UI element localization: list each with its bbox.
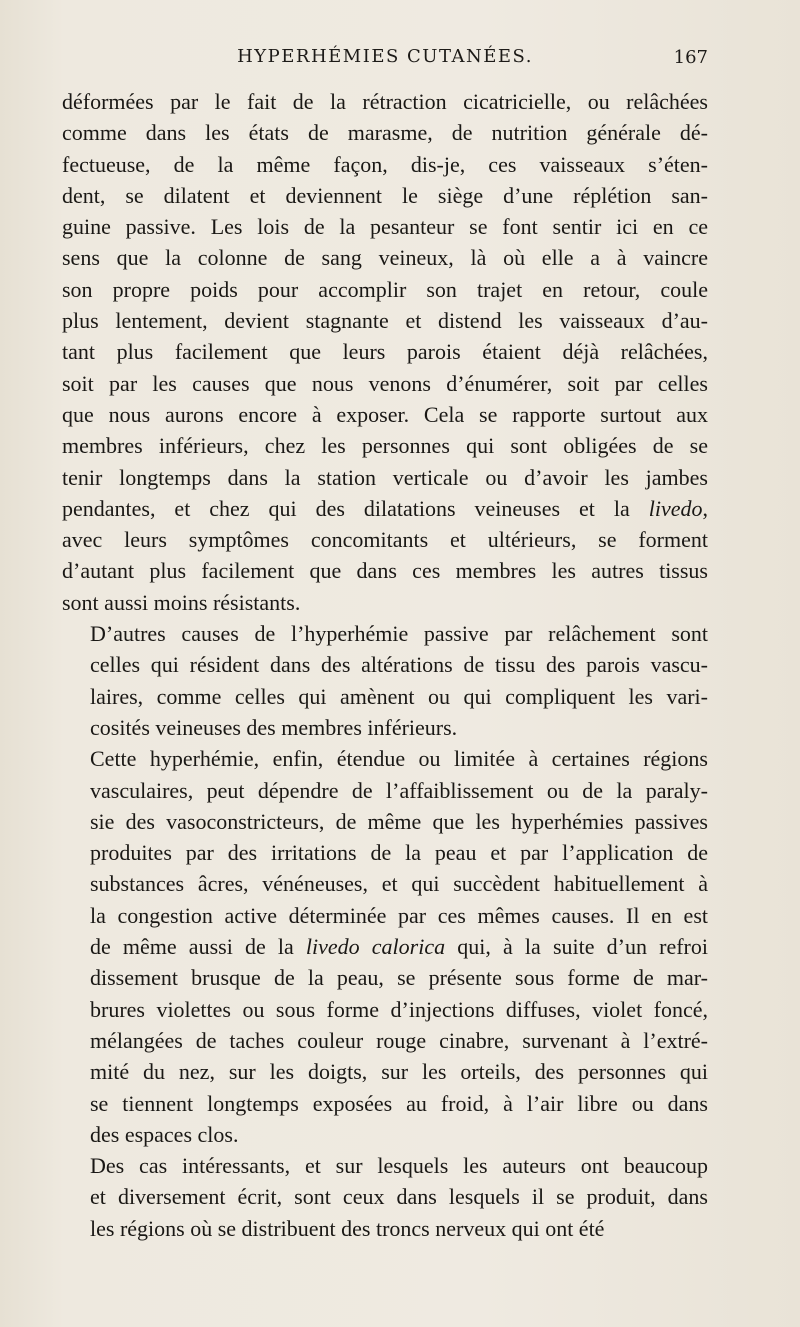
text-line xyxy=(62,1119,708,1150)
body-text xyxy=(62,86,708,1244)
text-line xyxy=(62,806,708,837)
text-segment: qui, à la suite d’un refroi xyxy=(445,934,708,960)
page-header xyxy=(62,46,708,76)
text-line xyxy=(62,900,708,931)
text-line xyxy=(62,994,708,1025)
paragraph xyxy=(62,86,708,618)
text-line xyxy=(62,399,708,430)
text-segment: Des cas intéressants, et sur lesquels les auteurs ont beaucoup xyxy=(90,1153,708,1179)
text-line xyxy=(62,242,708,273)
text-segment: celles qui résident dans des altérations de tissu des parois vascu- xyxy=(90,652,708,678)
text-line xyxy=(62,931,708,962)
text-segment: dissement brusque de la peau, se présente sous forme de mar- xyxy=(90,965,708,991)
text-line xyxy=(62,837,708,868)
text-segment: comme dans les états de marasme, de nutrition générale dé- xyxy=(62,120,708,146)
text-segment: mité du nez, sur les doigts, sur les orteils, des personnes qui xyxy=(90,1059,708,1085)
text-segment: substances âcres, vénéneuses, et qui succèdent habituellement à xyxy=(90,871,708,897)
text-line xyxy=(62,712,708,743)
text-segment: et diversement écrit, sont ceux dans lesquels il se produit, dans xyxy=(90,1184,708,1210)
italic-term: livedo calorica xyxy=(305,934,446,960)
text-segment: mélangées de taches couleur rouge cinabre, survenant à l’extré- xyxy=(90,1027,708,1053)
paragraph xyxy=(62,743,708,1150)
text-segment: plus lentement, devient stagnante et distend les vaisseaux d’au- xyxy=(62,308,708,334)
text-segment: des espaces clos. xyxy=(90,1121,239,1147)
text-segment: guine passive. Les lois de la pesanteur se font sentir ici en ce xyxy=(62,214,708,240)
text-segment: sens que la colonne de sang veineux, là où elle a à vaincre xyxy=(62,245,708,271)
text-line xyxy=(62,117,708,148)
running-head: HYPERHÉMIES CUTANÉES. xyxy=(237,46,533,67)
italic-term: livedo xyxy=(648,495,703,521)
text-line xyxy=(62,305,708,336)
text-line xyxy=(62,1181,708,1212)
text-line xyxy=(62,1056,708,1087)
text-segment: Cette hyperhémie, enfin, étendue ou limitée à certaines régions xyxy=(90,746,708,772)
text-segment: laires, comme celles qui amènent ou qui compliquent les vari- xyxy=(90,683,708,709)
text-segment: sie des vasoconstricteurs, de même que les hyperhémies passives xyxy=(90,808,708,834)
text-segment: fectueuse, de la même façon, dis-je, ces vaisseaux s’éten- xyxy=(62,151,708,177)
text-line xyxy=(62,524,708,555)
text-line xyxy=(62,555,708,586)
text-line xyxy=(62,430,708,461)
text-line xyxy=(62,618,708,649)
text-segment: dent, se dilatent et deviennent le siège d’une réplétion san- xyxy=(62,182,708,208)
text-segment: que nous aurons encore à exposer. Cela se rapporte surtout aux xyxy=(62,401,708,427)
text-segment: tant plus facilement que leurs parois étaient déjà relâchées, xyxy=(62,339,708,365)
text-line xyxy=(62,1213,708,1244)
text-line xyxy=(62,149,708,180)
text-line xyxy=(62,211,708,242)
text-line xyxy=(62,368,708,399)
text-line xyxy=(62,587,708,618)
text-line xyxy=(62,743,708,774)
text-line xyxy=(62,962,708,993)
text-segment: les régions où se distribuent des troncs nerveux qui ont été xyxy=(90,1215,605,1241)
text-line xyxy=(62,1088,708,1119)
text-segment: tenir longtemps dans la station verticale ou d’avoir les jambes xyxy=(62,464,708,490)
text-line xyxy=(62,462,708,493)
text-segment: pendantes, et chez qui des dilatations veineuses et la xyxy=(62,495,649,521)
text-segment: brures violettes ou sous forme d’injections diffuses, violet foncé, xyxy=(90,996,708,1022)
text-segment: son propre poids pour accomplir son trajet en retour, coule xyxy=(62,276,708,302)
text-line xyxy=(62,86,708,117)
text-segment: D’autres causes de l’hyperhémie passive par relâchement sont xyxy=(90,621,708,647)
page-number: 167 xyxy=(673,47,708,68)
text-line xyxy=(62,274,708,305)
text-segment: , xyxy=(702,495,708,521)
text-line xyxy=(62,493,708,524)
text-segment: d’autant plus facilement que dans ces membres les autres tissus xyxy=(62,558,708,584)
text-segment: de même aussi de la xyxy=(90,934,306,960)
text-line xyxy=(62,868,708,899)
text-segment: avec leurs symptômes concomitants et ultérieurs, se forment xyxy=(62,527,708,553)
text-segment: cosités veineuses des membres inférieurs. xyxy=(90,714,458,740)
paragraph xyxy=(62,618,708,743)
text-line xyxy=(62,1150,708,1181)
text-segment: se tiennent longtemps exposées au froid, à l’air libre ou dans xyxy=(90,1090,708,1116)
text-line xyxy=(62,681,708,712)
text-line xyxy=(62,336,708,367)
paragraph xyxy=(62,1150,708,1244)
text-segment: déformées par le fait de la rétraction cicatricielle, ou relâchées xyxy=(62,89,708,114)
text-segment: sont aussi moins résistants. xyxy=(62,589,301,615)
text-line xyxy=(62,1025,708,1056)
text-segment: produites par des irritations de la peau et par l’application de xyxy=(90,840,708,866)
text-line xyxy=(62,180,708,211)
text-segment: soit par les causes que nous venons d’énumérer, soit par celles xyxy=(62,370,708,396)
text-segment: vasculaires, peut dépendre de l’affaiblissement ou de la paraly- xyxy=(90,777,708,803)
text-segment: membres inférieurs, chez les personnes qui sont obligées de se xyxy=(62,433,708,459)
text-line xyxy=(62,649,708,680)
text-segment: la congestion active déterminée par ces mêmes causes. Il en est xyxy=(90,902,708,928)
text-line xyxy=(62,775,708,806)
